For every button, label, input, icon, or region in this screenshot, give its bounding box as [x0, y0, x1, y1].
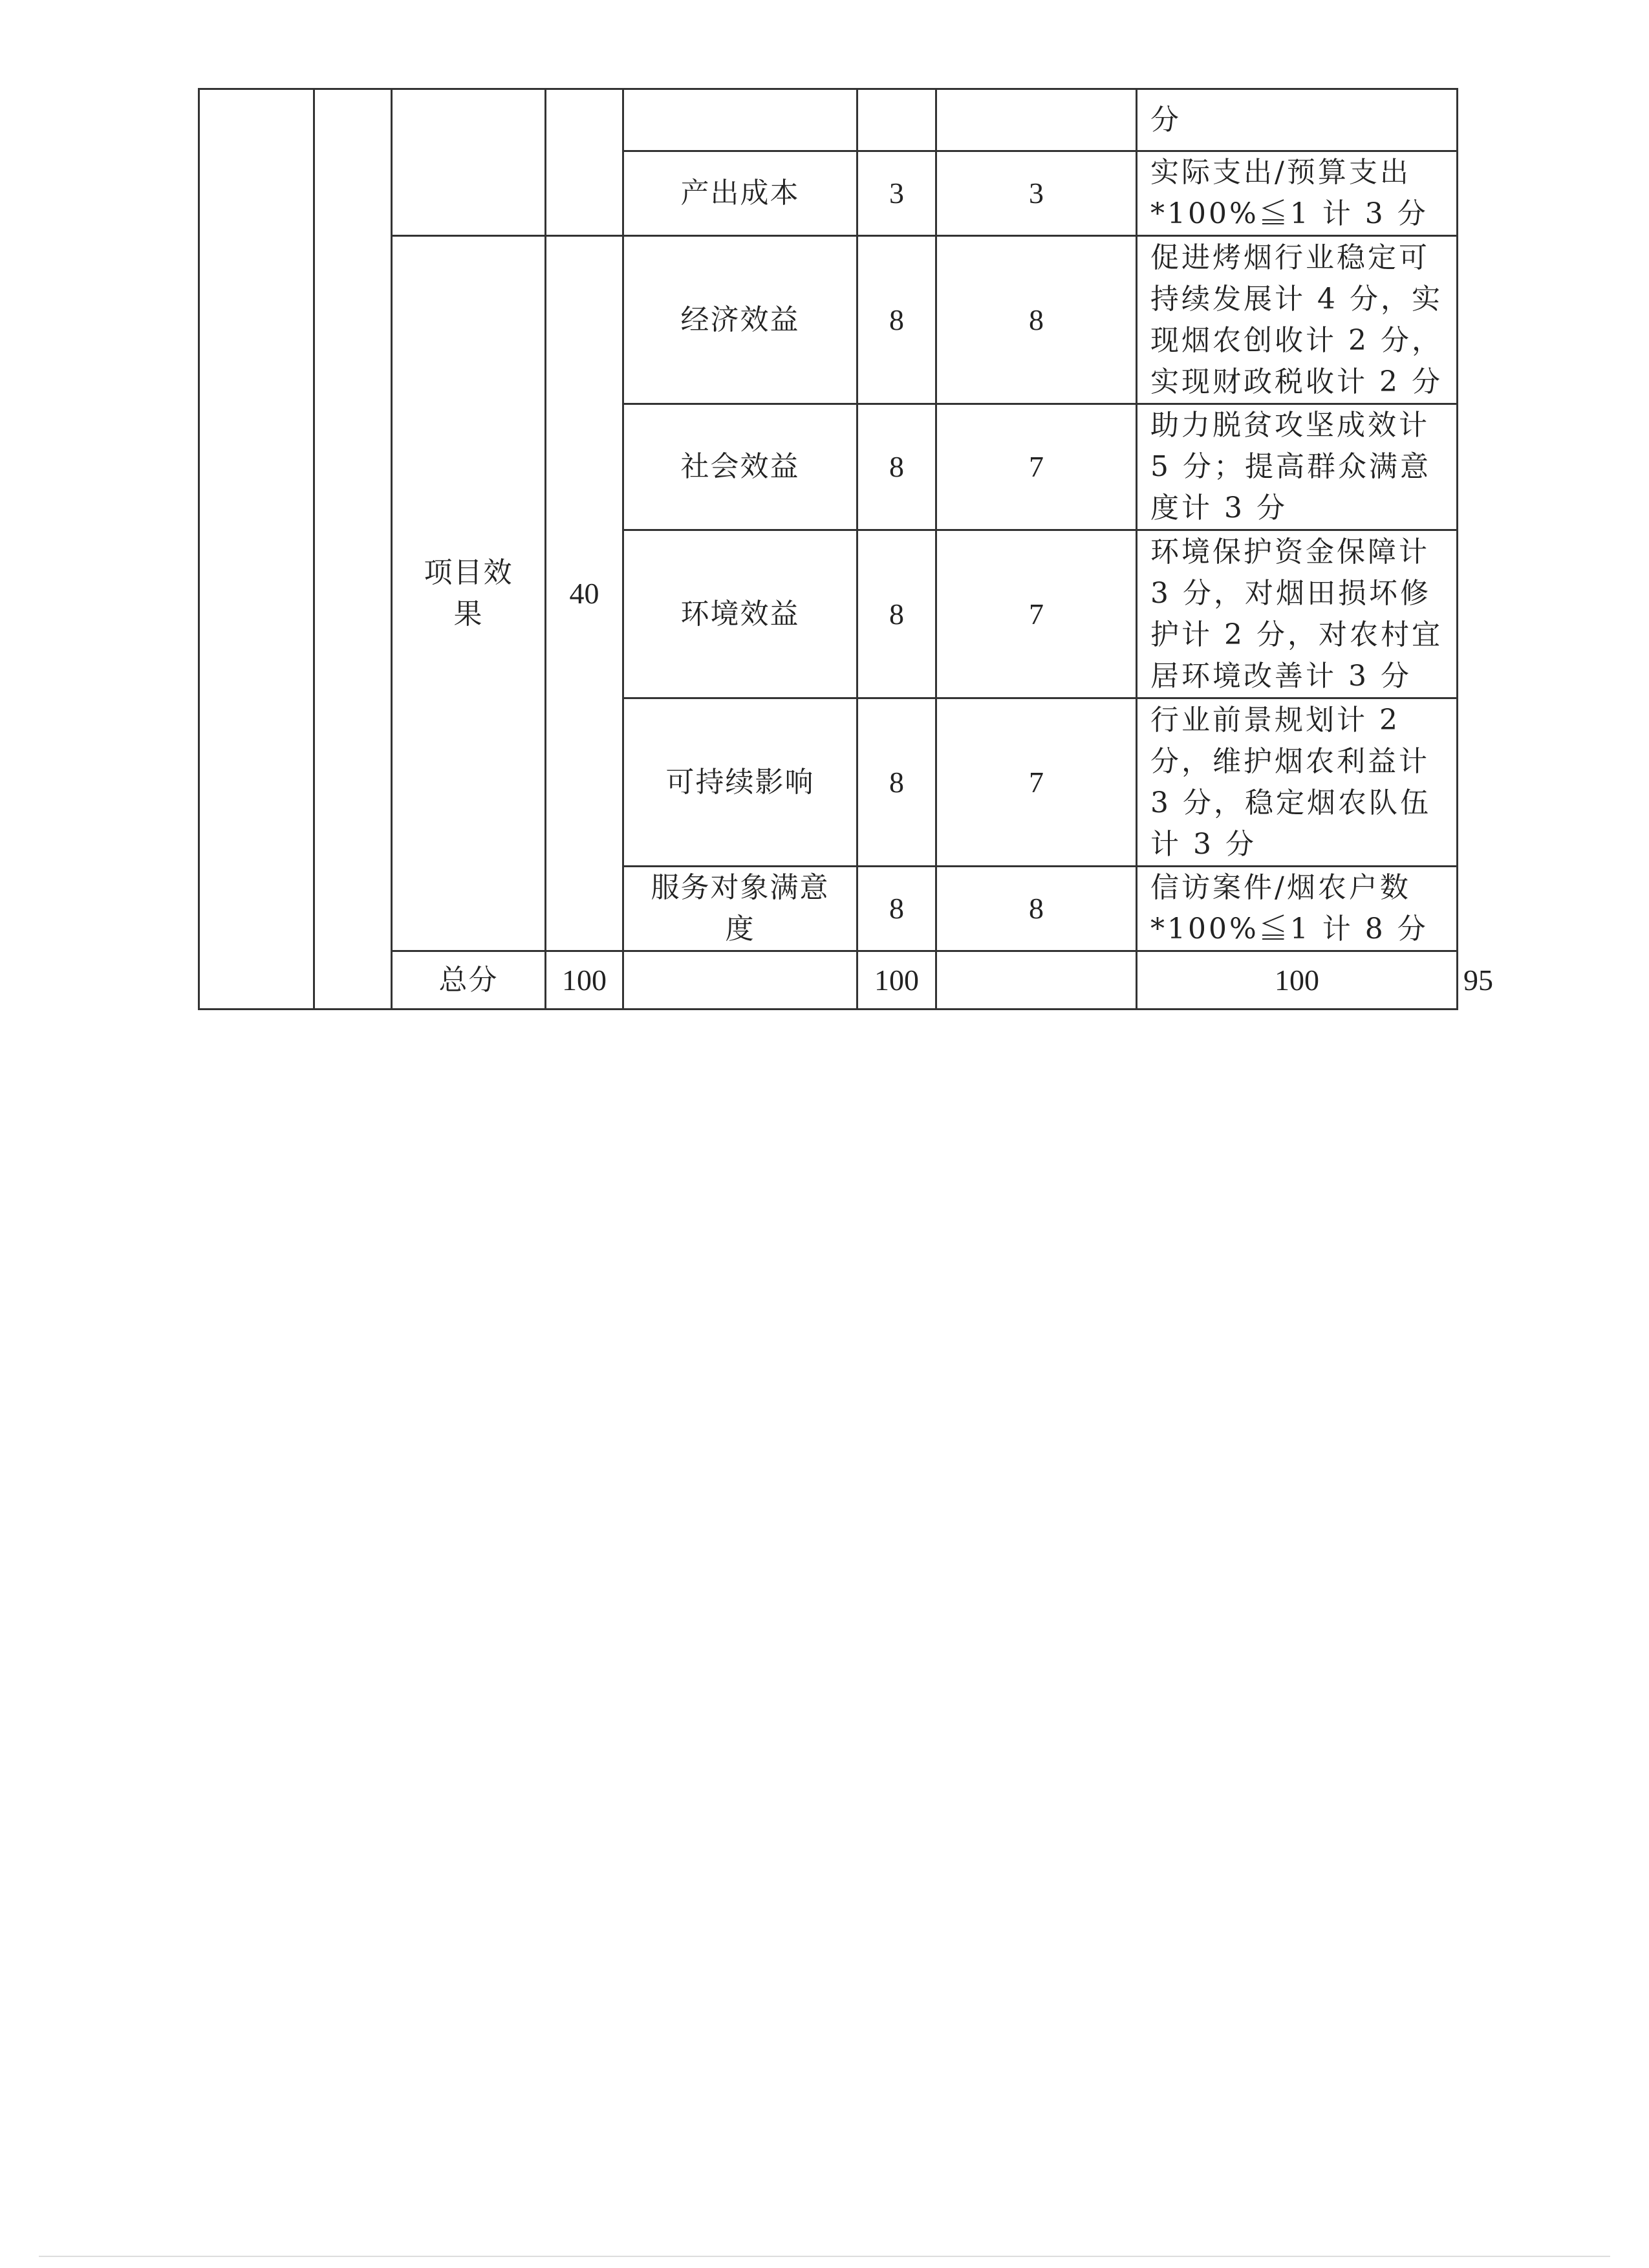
description-cell: 分	[1137, 89, 1458, 151]
indicator-cell: 环境效益	[623, 530, 857, 698]
score-cell: 8	[936, 867, 1137, 951]
weight-cell: 3	[857, 151, 936, 236]
weight-cell: 8	[857, 867, 936, 951]
indicator-cell: 可持续影响	[623, 698, 857, 867]
total-row: 总分 100 100 100 95	[199, 951, 1458, 1010]
score-cell: 8	[936, 236, 1137, 404]
description-cell: 行业前景规划计 2 分，维护烟农利益计 3 分，稳定烟农队伍计 3 分	[1137, 698, 1458, 867]
description-cell: 实际支出/预算支出*100%≦1 计 3 分	[1137, 151, 1458, 236]
score-cell: 7	[936, 530, 1137, 698]
total-second-level-weight: 100	[857, 951, 936, 1010]
first-level-weight-cell	[314, 89, 392, 1010]
weight-cell	[857, 89, 936, 151]
table-row	[199, 89, 1458, 151]
second-level-weight-cell	[546, 89, 623, 236]
indicator-cell: 社会效益	[623, 404, 857, 530]
score-cell: 3	[936, 151, 1137, 236]
weight-cell: 8	[857, 404, 936, 530]
description-cell: 信访案件/烟农户数*100%≦1 计 8 分	[1137, 867, 1458, 951]
description-cell: 环境保护资金保障计 3 分，对烟田损坏修护计 2 分，对农村宜居环境改善计 3 分	[1137, 530, 1458, 698]
performance-score-table	[198, 88, 1493, 1010]
indicator-cell: 服务对象满意度	[623, 867, 857, 951]
total-first-level-weight: 100	[546, 951, 623, 1010]
total-empty-cell	[936, 951, 1137, 1010]
indicator-cell: 产出成本	[623, 151, 857, 236]
score-cell: 7	[936, 698, 1137, 867]
total-label: 总分	[392, 951, 546, 1010]
score-cell: 7	[936, 404, 1137, 530]
page-bottom-rule	[39, 2256, 1610, 2257]
effect-group-weight: 40	[546, 236, 623, 951]
description-cell: 助力脱贫攻坚成效计 5 分；提高群众满意度计 3 分	[1137, 404, 1458, 530]
weight-cell: 8	[857, 698, 936, 867]
indicator-cell: 经济效益	[623, 236, 857, 404]
score-cell	[936, 89, 1137, 151]
second-level-cell	[392, 89, 546, 236]
total-weight: 100	[1137, 951, 1458, 1010]
effect-group-label: 项目效果	[392, 236, 546, 951]
indicator-cell	[623, 89, 857, 151]
weight-cell: 8	[857, 236, 936, 404]
total-empty-cell	[623, 951, 857, 1010]
first-level-cell	[199, 89, 314, 1010]
weight-cell: 8	[857, 530, 936, 698]
description-cell: 促进烤烟行业稳定可持续发展计 4 分，实现烟农创收计 2 分，实现财政税收计 2 分	[1137, 236, 1458, 404]
